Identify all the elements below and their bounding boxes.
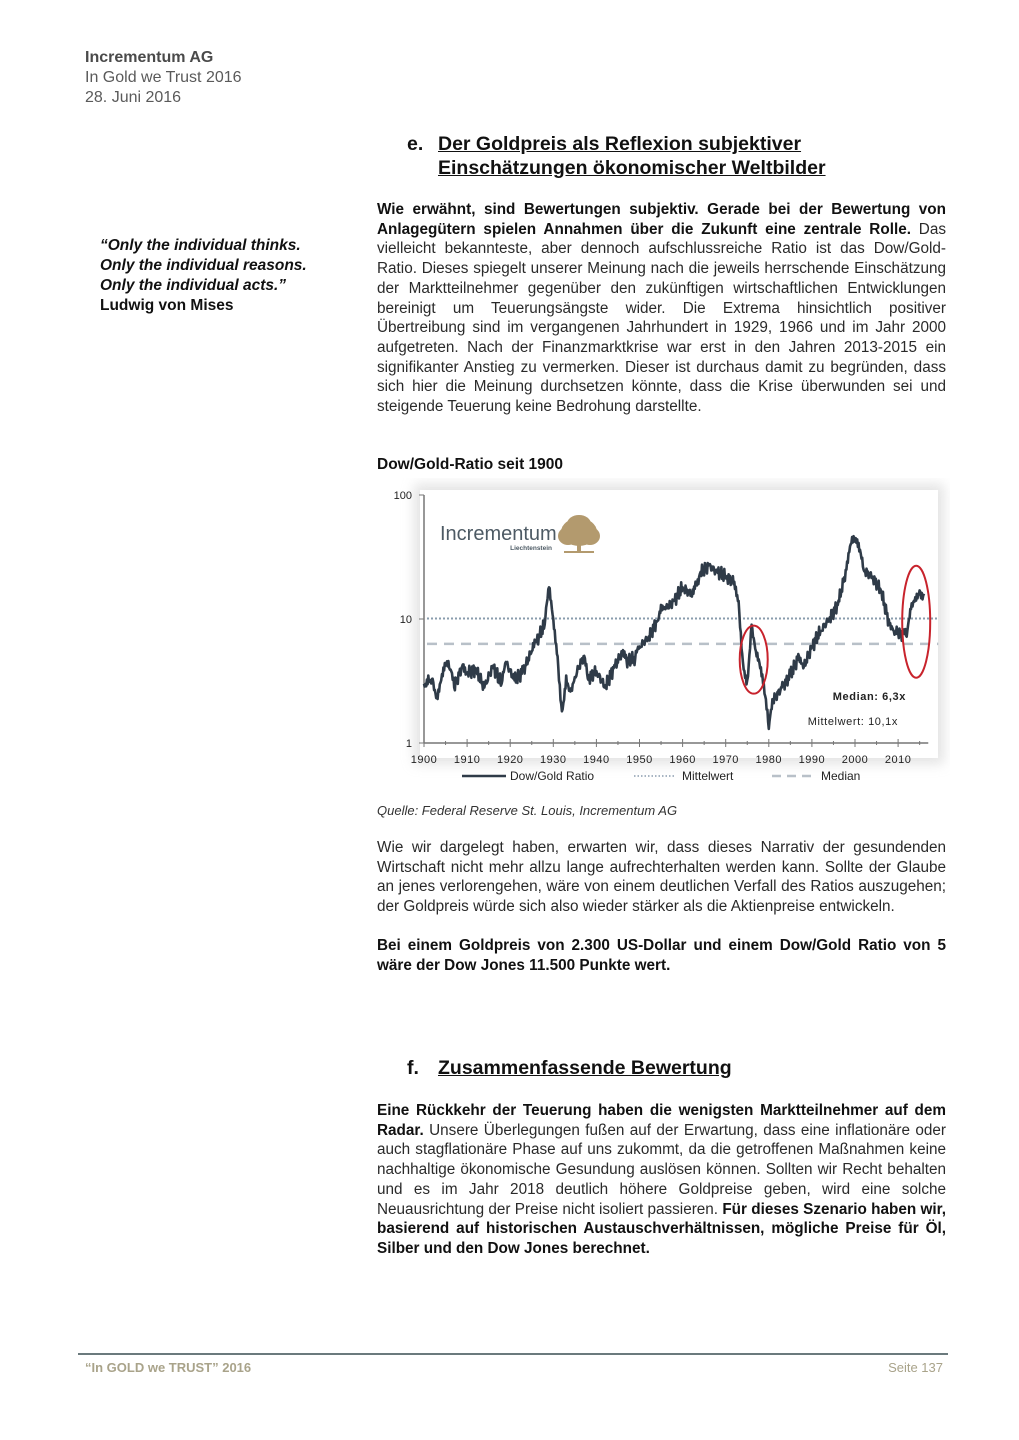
x-tick-label: 2010 — [884, 754, 912, 766]
chart-title: Dow/Gold-Ratio seit 1900 — [377, 456, 564, 473]
quote-author: Ludwig von Mises — [100, 297, 234, 314]
paragraph-text: Das vielleicht bekannteste, aber dennoch aufschlussreiche Ratio ist das Dow/Gold-Ratio. Dieses spiegelt unserer Meinung nach die jeweils herrschende Einschätzung der Marktteilnehmer gegenüber den zukünftigen wirtschaftlichen Entwicklungen bereinigt um Teuerungsängste wider. Die Extrema hinsichtlich positiver Übertreibung sind im vergangenen Jahrhundert in 1929, 1966 und im Jahr 2000 aufgetreten. Nach der Finanzmarktkrise war erst in den Jahren 2013-2015 ein signifikanter Anstieg zu vermerken. Dieser ist durchaus damit zu begründen, dass sich hier die Meinung durchsetzen könnte, dass die Krise überwunden sei und steigende Teuerung keine Bedrohung darstellte. — [377, 220, 947, 416]
x-tick-label: 1980 — [755, 754, 783, 766]
x-tick-label: 1950 — [626, 754, 653, 766]
page-number: Seite 137 — [888, 1360, 943, 1375]
logo-subtext: Liechtenstein — [510, 545, 552, 552]
report-title: In Gold we Trust 2016 — [85, 69, 242, 86]
section-e-intro — [377, 200, 946, 417]
section-letter: f. — [407, 1057, 419, 1079]
y-tick-label: 100 — [393, 490, 412, 502]
section-f-body — [377, 1101, 946, 1259]
x-tick-label: 2000 — [841, 754, 869, 766]
dow-gold-chart — [384, 478, 950, 798]
section-title: Zusammenfassende Bewertung — [438, 1057, 732, 1079]
paragraph-bold-tail: Für dieses Szenario haben wir, basierend auf historischen Austauschverhältnissen, mögliche Preise für Öl, Silber und den Dow Jones berechnet. — [377, 1200, 946, 1257]
side-quote — [100, 236, 307, 316]
x-tick-label: 1930 — [540, 754, 567, 766]
paragraph — [377, 200, 946, 417]
x-tick-label: 1900 — [410, 754, 438, 766]
paragraph-bold-lead: Wie erwähnt, sind Bewertungen subjektiv. Gerade bei der Bewertung von Anlagegütern spielen Annahmen über die Zukunft eine zentrale Rolle. — [377, 201, 946, 238]
x-tick-label: 1910 — [453, 754, 481, 766]
x-tick-label: 1990 — [798, 754, 826, 766]
x-tick-label: 1970 — [712, 754, 739, 766]
company-name: Incrementum AG — [85, 49, 214, 66]
paragraph — [377, 1101, 946, 1259]
report-date: 28. Juni 2016 — [85, 89, 182, 106]
legend-label: Median — [821, 769, 861, 783]
footer-report-name: “In GOLD we TRUST” 2016 — [85, 1360, 252, 1375]
paragraph-text: Unsere Überlegungen fußen auf der Erwartung, dass eine inflationäre oder auch stagflationäre Phase auf uns zukommt, da die getroffenen Maßnahmen keine nachhaltige ökonomische Gesundung auslösen können. Sollten wir Recht behalten und es im Jahr 2018 deutlich höhere Goldpreise geben, wird eine solche Neuausrichtung der Preise nicht isoliert passieren. — [377, 1121, 946, 1218]
y-tick-label: 10 — [399, 614, 412, 626]
x-tick-label: 1940 — [583, 754, 610, 766]
paragraph: Wie wir dargelegt haben, erwarten wir, dass dieses Narrativ der gesundenden Wirtschaft nicht mehr allzu lange aufrechterhalten werden kann. Sollte der Glaube an jenes verlorengehen, wäre von einem deutlichen Verfall des Ratios auszugehen; der Goldpreis würde sich also wieder stärker als die Aktienpreise entwickeln. — [377, 839, 946, 916]
paragraph-bold-text: Bei einem Goldpreis von 2.300 US-Dollar und einem Dow/Gold Ratio von 5 wäre der Dow Jones 11.500 Punkte wert. — [377, 936, 946, 974]
legend-label: Dow/Gold Ratio — [510, 769, 595, 783]
mean-annotation: Mittelwert: 10,1x — [807, 716, 898, 728]
quote-line: Only the individual reasons. — [100, 257, 307, 274]
x-tick-label: 1920 — [496, 754, 524, 766]
document-header — [85, 48, 242, 108]
legend-label: Mittelwert — [682, 769, 734, 783]
logo-text: Incrementum — [440, 523, 557, 545]
footer-divider — [78, 1353, 948, 1355]
quote-line: “Only the individual thinks. — [100, 237, 301, 254]
chart-svg — [384, 478, 950, 798]
chart-source: Quelle: Federal Reserve St. Louis, Incrementum AG — [377, 803, 678, 818]
section-title-line1: Der Goldpreis als Reflexion subjektiver — [438, 133, 802, 155]
section-letter: e. — [407, 133, 424, 155]
paragraph-bold — [377, 936, 946, 975]
paragraph-bold-lead: Eine Rückkehr der Teuerung haben die wenigsten Marktteilnehmer auf dem Radar. — [377, 1102, 946, 1139]
section-e-conclusion — [377, 838, 946, 975]
section-title-line2: Einschätzungen ökonomischer Weltbilder — [438, 157, 826, 179]
y-tick-label: 1 — [405, 738, 412, 750]
median-annotation: Median: 6,3x — [832, 691, 906, 703]
x-tick-label: 1960 — [669, 754, 696, 766]
quote-line: Only the individual acts.” — [100, 277, 287, 294]
